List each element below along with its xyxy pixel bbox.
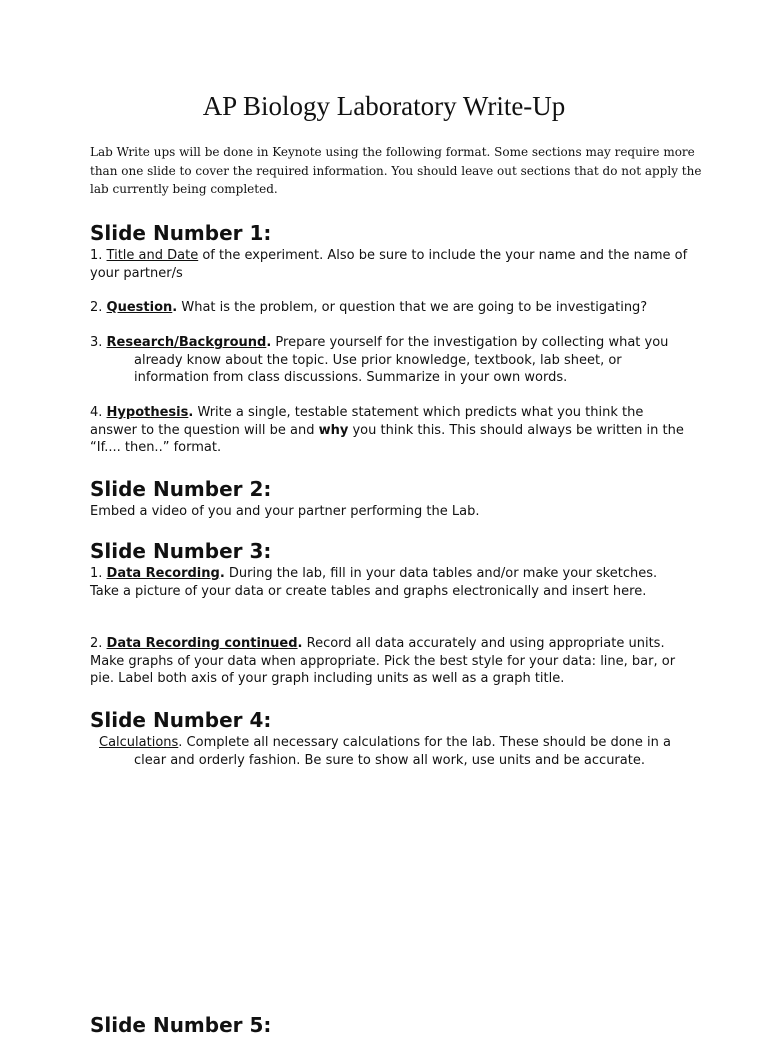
slide-1-item-4 xyxy=(90,404,690,457)
item-text: Write a single, testable statement which predicts what you think the answer to the question will be and xyxy=(90,405,644,438)
slide-1-item-3 xyxy=(90,334,690,387)
slide-4-heading: Slide Number 4: xyxy=(90,708,272,732)
term-period: . xyxy=(297,636,303,651)
item-text: you think this. This should always be written in the “If.... then..” format. xyxy=(90,422,684,455)
term-question: Question xyxy=(106,300,173,315)
item-number: 3. xyxy=(90,335,107,350)
term-period: . xyxy=(188,405,194,420)
item-text: What is the problem, or question that we are going to be investigating? xyxy=(177,300,648,315)
term-data-recording: Data Recording xyxy=(106,566,220,581)
item-number: 2. xyxy=(90,636,107,651)
slide-4-item-1 xyxy=(90,734,690,769)
item-text: of the experiment. Also be sure to include the your name and the name of your partner/s xyxy=(90,248,688,281)
item-text: Prepare yourself for the investigation by collecting what you already know about the topic. Use prior knowledge, textbook, lab sheet, or information from class discussions. Summarize in your own words. xyxy=(134,335,669,385)
slide-3-item-1 xyxy=(90,565,690,600)
document-title: AP Biology Laboratory Write-Up xyxy=(202,91,566,121)
emphasis-why: why xyxy=(318,422,349,438)
term-data-recording-continued: Data Recording continued xyxy=(106,636,298,651)
slide-1-heading: Slide Number 1: xyxy=(90,221,272,245)
term-research-background: Research/Background xyxy=(106,335,267,350)
term-calculations: Calculations xyxy=(99,735,179,750)
term-hypothesis: Hypothesis xyxy=(106,405,189,420)
term-period: . xyxy=(219,566,225,581)
slide-2-heading: Slide Number 2: xyxy=(90,477,272,501)
item-number: 4. xyxy=(90,405,107,420)
term-period: . xyxy=(266,335,272,350)
term-period: . xyxy=(172,300,178,315)
item-number: 2. xyxy=(90,300,107,315)
slide-1-item-1 xyxy=(90,247,690,282)
term-title-and-date: Title and Date xyxy=(106,248,199,263)
slide-3-heading: Slide Number 3: xyxy=(90,539,272,563)
item-text: Record all data accurately and using appropriate units. Make graphs of your data when appropriate. Pick the best style for your data: line, bar, or pie. Label both axis of your graph including units as well as a graph title. xyxy=(90,636,676,686)
intro-paragraph: Lab Write ups will be done in Keynote using the following format. Some sections may require more than one slide to cover the required information. You should leave out sections that do not apply the lab currently being completed. xyxy=(90,145,702,196)
slide-1-item-2 xyxy=(90,299,690,317)
item-text: . Complete all necessary calculations for the lab. These should be done in a clear and orderly fashion. Be sure to show all work, use units and be accurate. xyxy=(134,735,671,768)
slide-3-item-2 xyxy=(90,635,690,688)
slide-2-text: Embed a video of you and your partner performing the Lab. xyxy=(90,504,480,519)
item-number: 1. xyxy=(90,566,107,581)
item-number: 1. xyxy=(90,248,107,263)
item-text: During the lab, fill in your data tables and/or make your sketches. Take a picture of your data or create tables and graphs electronically and insert here. xyxy=(90,566,658,599)
slide-5-heading: Slide Number 5: xyxy=(90,1013,272,1037)
